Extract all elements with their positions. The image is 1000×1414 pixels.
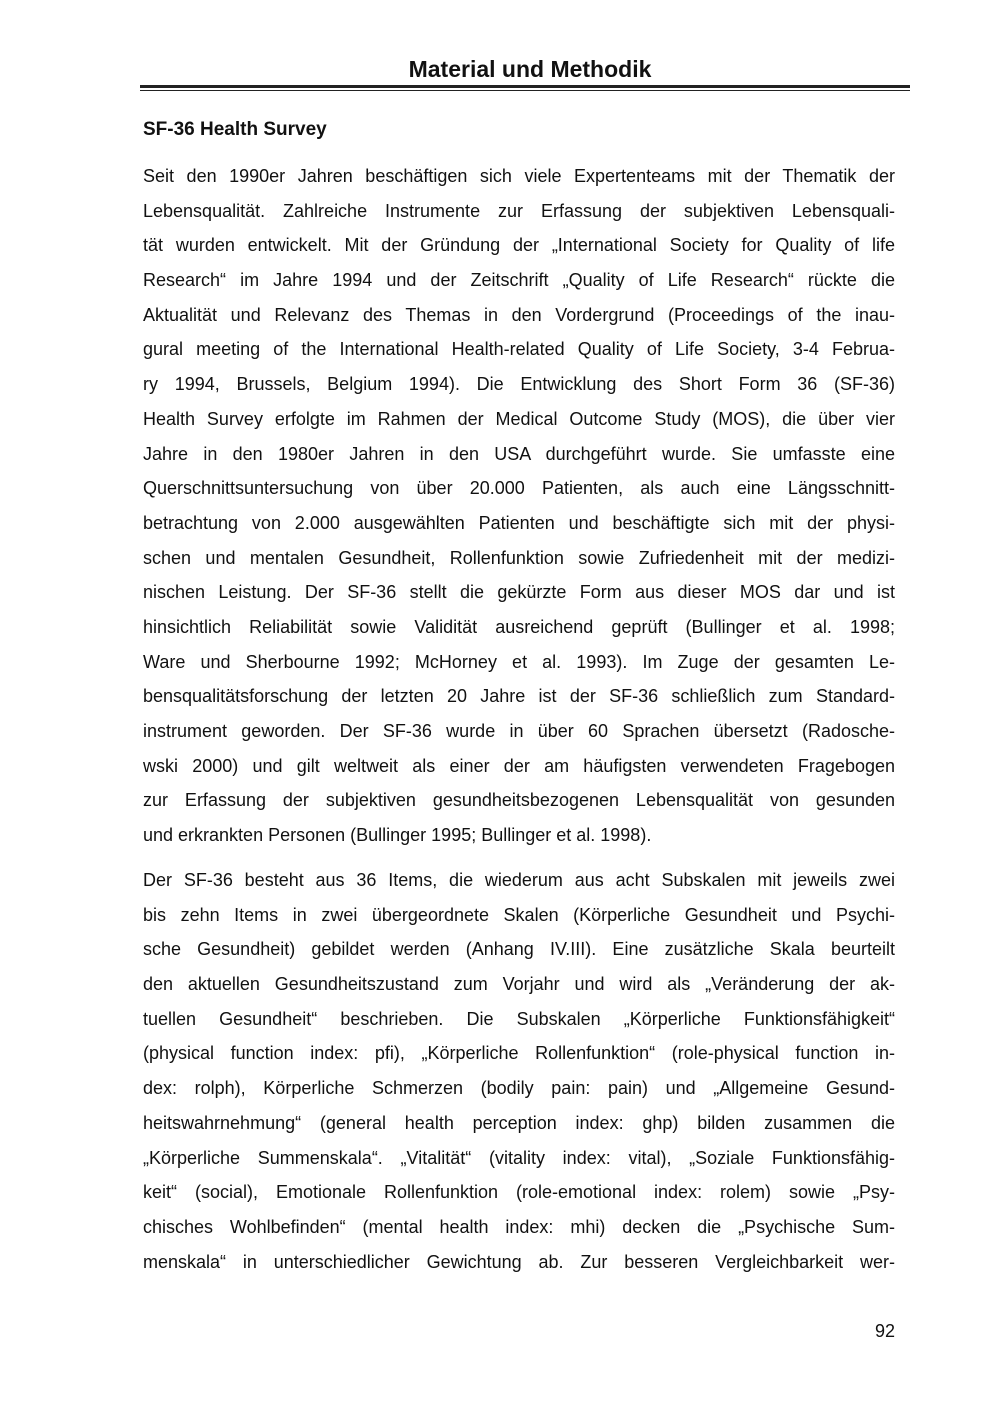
text-line: instrument geworden. Der SF-36 wurde in über 60 Sprachen übersetzt (Radosche- bbox=[143, 721, 895, 741]
paragraph-2 bbox=[143, 863, 895, 1279]
text-line: tuellen Gesundheit“ beschrieben. Die Subskalen „Körperliche Funktionsfähigkeit“ bbox=[143, 1008, 895, 1029]
paragraph-1 bbox=[143, 159, 895, 853]
running-header: Material und Methodik bbox=[408, 56, 652, 82]
text-line: Health Survey erfolgte im Rahmen der Medical Outcome Study (MOS), die über vier bbox=[143, 408, 895, 429]
text-line: (physical function index: pfi), „Körperliche Rollenfunktion“ (role-physical function in- bbox=[143, 1043, 895, 1064]
text-line: Seit den 1990er Jahren beschäftigen sich viele Expertenteams mit der Thematik der bbox=[143, 166, 895, 186]
text-line: Aktualität und Relevanz des Themas in den Vordergrund (Proceedings of the inau- bbox=[143, 304, 895, 325]
text-line: nischen Leistung. Der SF-36 stellt die gekürzte Form aus dieser MOS dar und ist bbox=[143, 582, 895, 603]
text-line: sche Gesundheit) gebildet werden (Anhang IV.III). Eine zusätzliche Skala beurteilt bbox=[143, 939, 895, 960]
text-line: Research“ im Jahre 1994 und der Zeitschrift „Quality of Life Research“ rückte die bbox=[143, 270, 895, 291]
text-line: bensqualitätsforschung der letzten 20 Jahre ist der SF-36 schließlich zum Standard- bbox=[143, 686, 895, 707]
text-line: zur Erfassung der subjektiven gesundheitsbezogenen Lebensqualität von gesunden bbox=[143, 790, 895, 811]
page-number: 92 bbox=[874, 1321, 895, 1341]
text-line: „Körperliche Summenskala“. „Vitalität“ (vitality index: vital), „Soziale Funktionsfähig- bbox=[143, 1147, 895, 1168]
text-line: heitswahrnehmung“ (general health perception index: ghp) bilden zusammen die bbox=[143, 1112, 895, 1133]
text-line: wski 2000) und gilt weltweit als einer der am häufigsten verwendeten Fragebogen bbox=[143, 755, 895, 776]
text-line: chisches Wohlbefinden“ (mental health index: mhi) decken die „Psychische Sum- bbox=[143, 1216, 895, 1237]
header-rule-thick bbox=[140, 85, 910, 88]
text-line: hinsichtlich Reliabilität sowie Validität ausreichend geprüft (Bullinger et al. 1998; bbox=[143, 616, 895, 637]
text-line: bis zehn Items in zwei übergeordnete Skalen (Körperliche Gesundheit und Psychi- bbox=[143, 904, 895, 925]
text-line: keit“ (social), Emotionale Rollenfunktion (role-emotional index: rolem) sowie „Psy- bbox=[143, 1182, 895, 1203]
text-line: Jahre in den 1980er Jahren in den USA durchgeführt wurde. Sie umfasste eine bbox=[143, 443, 895, 464]
text-line: dex: rolph), Körperliche Schmerzen (bodily pain: pain) und „Allgemeine Gesund- bbox=[143, 1078, 895, 1099]
text-line: Lebensqualität. Zahlreiche Instrumente zur Erfassung der subjektiven Lebensquali- bbox=[143, 200, 895, 221]
text-line: Der SF-36 besteht aus 36 Items, die wiederum aus acht Subskalen mit jeweils zwei bbox=[143, 870, 895, 890]
section-title: SF-36 Health Survey bbox=[143, 119, 327, 140]
text-line: betrachtung von 2.000 ausgewählten Patienten und beschäftigte sich mit der physi- bbox=[143, 512, 895, 533]
text-line: schen und mentalen Gesundheit, Rollenfunktion sowie Zufriedenheit mit der medizi- bbox=[143, 547, 895, 568]
text-line: ry 1994, Brussels, Belgium 1994). Die Entwicklung des Short Form 36 (SF-36) bbox=[143, 374, 895, 395]
header-rule-thin bbox=[140, 90, 910, 91]
text-line: menskala“ in unterschiedlicher Gewichtung ab. Zur besseren Vergleichbarkeit wer- bbox=[143, 1251, 895, 1272]
text-line: Ware und Sherbourne 1992; McHorney et al. 1993). Im Zuge der gesamten Le- bbox=[143, 651, 895, 672]
text-line: den aktuellen Gesundheitszustand zum Vorjahr und wird als „Veränderung der ak- bbox=[143, 974, 895, 995]
text-line: Querschnittsuntersuchung von über 20.000 Patienten, als auch eine Längsschnitt- bbox=[143, 478, 895, 499]
text-line: und erkrankten Personen (Bullinger 1995; Bullinger et al. 1998). bbox=[143, 825, 652, 846]
text-line: gural meeting of the International Health-related Quality of Life Society, 3-4 Februa- bbox=[143, 339, 895, 360]
text-line: tät wurden entwickelt. Mit der Gründung der „International Society for Quality of life bbox=[143, 235, 895, 256]
